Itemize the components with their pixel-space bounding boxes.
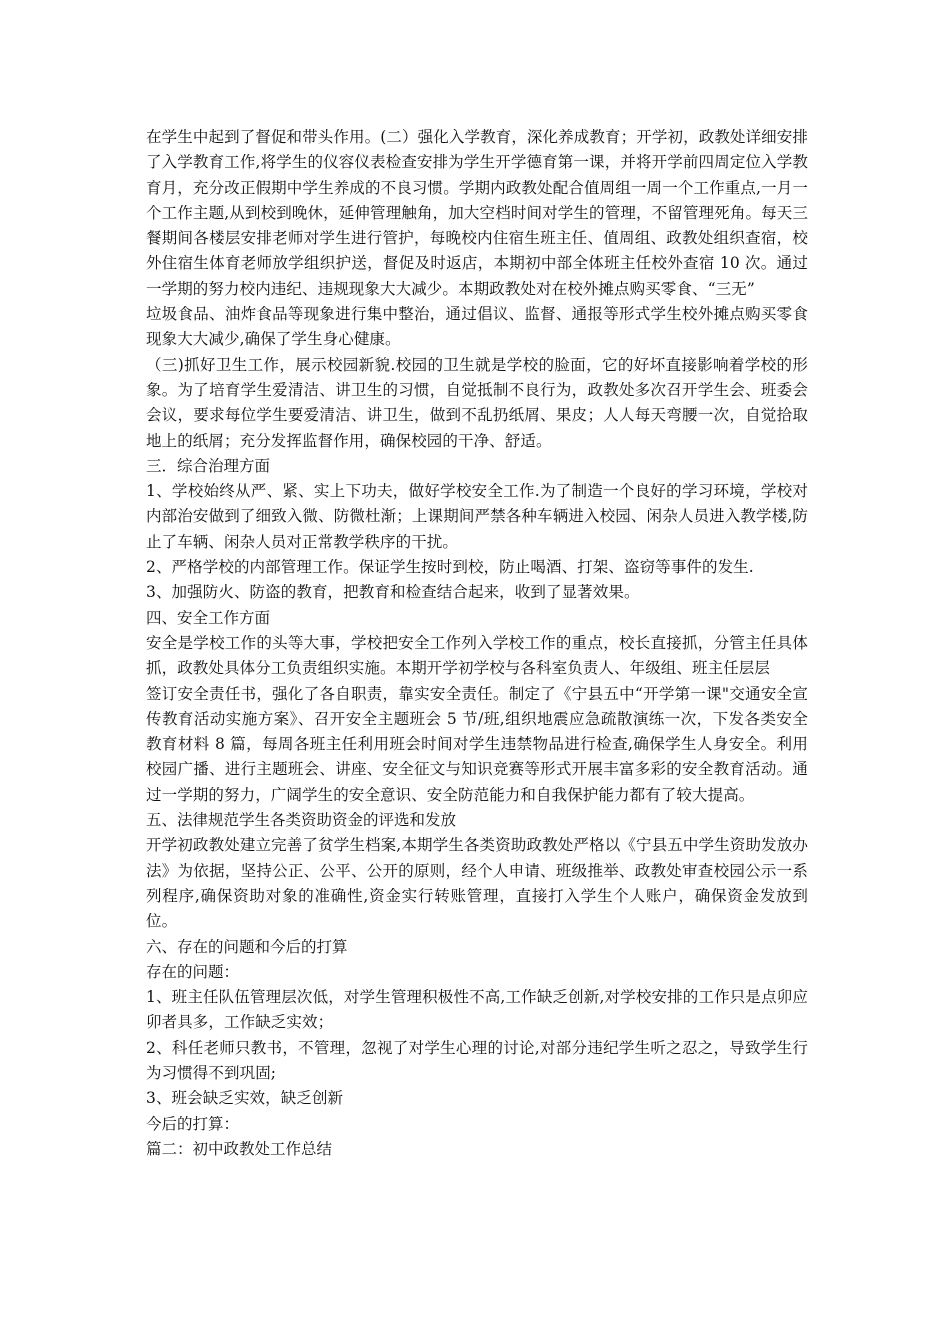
part-two-title: 篇二：初中政教处工作总结 (146, 1139, 333, 1158)
subheading-plans: 今后的打算： (146, 1114, 240, 1133)
section-heading-5: 五、法律规范学生各类资助资金的评选和发放 (146, 811, 457, 830)
paragraph-4: 1、学校始终从严、紧、实上下功夫，做好学校安全工作.为了制造一个良好的学习环境，学校对内部治安做到了细致入微、防微杜渐；上课期间严禁各种车辆进入校园、闲杂人员进入教学楼,防止了车辆、闲杂人员对正常教学秩序的干扰。 (146, 482, 808, 551)
section-heading-4: 四、安全工作方面 (146, 608, 271, 627)
paragraph-6: 3、加强防火、防盗的教育，把教育和检查结合起来，收到了显著效果。 (146, 583, 640, 602)
paragraph-2: 垃圾食品、油炸食品等现象进行集中整治，通过倡议、监督、通报等形式学生校外摊点购买零食现象大大减少,确保了学生身心健康。 (146, 305, 808, 349)
subheading-problems: 存在的问题： (146, 962, 240, 981)
paragraph-3: （三)抓好卫生工作，展示校园新貌.校园的卫生就是学校的脸面，它的好坏直接影响着学校的形象。为了培育学生爱清洁、讲卫生的习惯，自觉抵制不良行为，政教处多次召开学生会、班委会会议，要求每位学生要爱清洁、讲卫生，做到不乱扔纸屑、果皮；人人每天弯腰一次，自觉拾取地上的纸屑；充分发挥监督作用，确保校园的干净、舒适。 (146, 355, 808, 450)
section-heading-6: 六、存在的问题和今后的打算 (146, 937, 348, 956)
paragraph-8: 签订安全责任书，强化了各自职责，靠实安全责任。制定了《宁县五中“开学第一课"交通安全宣传教育活动实施方案》、召开安全主题班会 5 节/班,组织地震应急疏散演练一次，下发各类安全教育材料 8 篇，每周各班主任利用班会时间对学生违禁物品进行检查,确保学生人身安全。利用校园广播、进行主题班会、讲座、安全征文与知识竞赛等形式开展丰富多彩的安全教育活动。通过一学期的努力，广阔学生的安全意识、安全防范能力和自我保护能力都有了较大提高。 (146, 684, 808, 804)
paragraph-12: 3、班会缺乏实效，缺乏创新 (146, 1089, 344, 1108)
paragraph-5: 2、严格学校的内部管理工作。保证学生按时到校，防止喝酒、打架、盗窃等事件的发生. (146, 558, 754, 577)
paragraph-11: 2、科任老师只教书，不管理，忽视了对学生心理的讨论,对部分违纪学生听之忍之，导致学生行为习惯得不到巩固; (146, 1038, 808, 1082)
paragraph-10: 1、班主任队伍管理层次低，对学生管理积极性不高,工作缺乏创新,对学校安排的工作只是点卯应卯者具多，工作缺乏实效； (146, 988, 808, 1032)
paragraph-1: 在学生中起到了督促和带头作用。(二）强化入学教育，深化养成教育；开学初，政教处详细安排了入学教育工作,将学生的仪容仪表检查安排为学生开学德育第一课，并将开学前四周定位入学教育月，充分改正假期中学生养成的不良习惯。学期内政教处配合值周组一周一个工作重点,一月一个工作主题,从到校到晚休，延伸管理触角，加大空档时间对学生的管理，不留管理死角。每天三餐期间各楼层安排老师对学生进行管护，每晚校内住宿生班主任、值周组、政教处组织查宿，校外住宿生体育老师放学组织护送，督促及时返店，本期初中部全体班主任校外查宿 10 次。通过一学期的努力校内违纪、违规现象大大减少。本期政教处对在校外摊点购买零食、“三无” (146, 128, 808, 298)
paragraph-7: 安全是学校工作的头等大事，学校把安全工作列入学校工作的重点，校长直接抓，分管主任具体抓，政教处具体分工负责组织实施。本期开学初学校与各科室负责人、年级组、班主任层层 (146, 633, 808, 678)
section-heading-3: 三．综合治理方面 (146, 456, 271, 475)
document-body (146, 125, 808, 1162)
paragraph-9: 开学初政教处建立完善了贫学生档案,本期学生各类资助政教处严格以《宁县五中学生资助发放办法》为依据，坚持公正、公平、公开的原则，经个人申请、班级推举、政教处审查校园公示一系列程序,确保资助对象的准确性,资金实行转账管理，直接打入学生个人账户，确保资金发放到位。 (146, 836, 808, 931)
